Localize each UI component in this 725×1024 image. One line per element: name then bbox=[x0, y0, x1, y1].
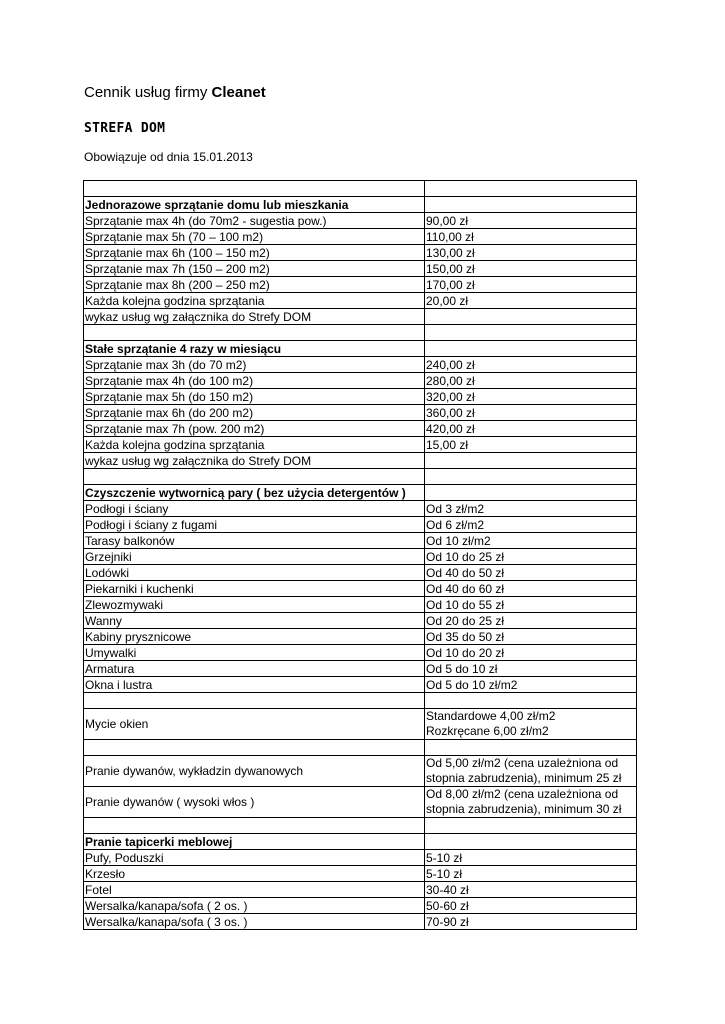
table-row bbox=[84, 501, 637, 517]
table-row bbox=[84, 421, 637, 437]
table-row bbox=[84, 661, 637, 677]
service-name: Fotel bbox=[84, 882, 425, 898]
service-name: Sprzątanie max 7h (pow. 200 m2) bbox=[84, 421, 425, 437]
service-price: Od 10 do 25 zł bbox=[425, 549, 637, 565]
table-row bbox=[84, 898, 637, 914]
spacer-row bbox=[84, 740, 637, 756]
service-price bbox=[425, 309, 637, 325]
spacer-row bbox=[84, 469, 637, 485]
section-header-row bbox=[84, 197, 637, 213]
table-row bbox=[84, 245, 637, 261]
service-name: Wersalka/kanapa/sofa ( 2 os. ) bbox=[84, 898, 425, 914]
service-name: Sprzątanie max 6h (100 – 150 m2) bbox=[84, 245, 425, 261]
table-row bbox=[84, 629, 637, 645]
table-row bbox=[84, 709, 637, 740]
service-price: Od 6 zł/m2 bbox=[425, 517, 637, 533]
service-name bbox=[84, 740, 425, 756]
service-price: Od 10 do 55 zł bbox=[425, 597, 637, 613]
service-price: 420,00 zł bbox=[425, 421, 637, 437]
service-name: Każda kolejna godzina sprzątania bbox=[84, 293, 425, 309]
service-name: Podłogi i ściany z fugami bbox=[84, 517, 425, 533]
service-name: Każda kolejna godzina sprzątania bbox=[84, 437, 425, 453]
service-price bbox=[425, 485, 637, 501]
table-row bbox=[84, 613, 637, 629]
service-name: Sprzątanie max 8h (200 – 250 m2) bbox=[84, 277, 425, 293]
service-price bbox=[425, 693, 637, 709]
table-row bbox=[84, 645, 637, 661]
table-row bbox=[84, 309, 637, 325]
service-price: Od 5 do 10 zł bbox=[425, 661, 637, 677]
service-price: 130,00 zł bbox=[425, 245, 637, 261]
service-name bbox=[84, 181, 425, 197]
service-price: Od 40 do 50 zł bbox=[425, 565, 637, 581]
service-price: 90,00 zł bbox=[425, 213, 637, 229]
service-price: Od 3 zł/m2 bbox=[425, 501, 637, 517]
table-row bbox=[84, 405, 637, 421]
price-table bbox=[83, 180, 637, 930]
service-name bbox=[84, 469, 425, 485]
service-price: Od 8,00 zł/m2 (cena uzależniona od stopnia zabrudzenia), minimum 30 zł bbox=[425, 787, 637, 818]
service-name: Piekarniki i kuchenki bbox=[84, 581, 425, 597]
table-row bbox=[84, 293, 637, 309]
spacer-row bbox=[84, 325, 637, 341]
service-name: Sprzątanie max 3h (do 70 m2) bbox=[84, 357, 425, 373]
service-price: Od 20 do 25 zł bbox=[425, 613, 637, 629]
service-name: Sprzątanie max 7h (150 – 200 m2) bbox=[84, 261, 425, 277]
table-row bbox=[84, 756, 637, 787]
zone-heading: STREFA DOM bbox=[84, 121, 166, 136]
table-row bbox=[84, 517, 637, 533]
service-name: Podłogi i ściany bbox=[84, 501, 425, 517]
service-price bbox=[425, 197, 637, 213]
service-price: Standardowe 4,00 zł/m2 Rozkręcane 6,00 zł/m2 bbox=[425, 709, 637, 740]
service-price: 50-60 zł bbox=[425, 898, 637, 914]
spacer-row bbox=[84, 818, 637, 834]
service-name: Sprzątanie max 4h (do 100 m2) bbox=[84, 373, 425, 389]
service-price: 5-10 zł bbox=[425, 866, 637, 882]
service-price: Od 5 do 10 zł/m2 bbox=[425, 677, 637, 693]
service-name: Armatura bbox=[84, 661, 425, 677]
service-name: Sprzątanie max 5h (do 150 m2) bbox=[84, 389, 425, 405]
table-row bbox=[84, 549, 637, 565]
section-header-row bbox=[84, 485, 637, 501]
service-price: 170,00 zł bbox=[425, 277, 637, 293]
company-name: Cleanet bbox=[211, 84, 266, 101]
service-name: Grzejniki bbox=[84, 549, 425, 565]
service-price: Od 10 zł/m2 bbox=[425, 533, 637, 549]
service-name: wykaz usług wg załącznika do Strefy DOM bbox=[84, 453, 425, 469]
service-price bbox=[425, 818, 637, 834]
service-price: 5-10 zł bbox=[425, 850, 637, 866]
service-name: Krzesło bbox=[84, 866, 425, 882]
table-row bbox=[84, 914, 637, 930]
service-name: Sprzątanie max 6h (do 200 m2) bbox=[84, 405, 425, 421]
service-name: Pufy, Poduszki bbox=[84, 850, 425, 866]
section-title: Jednorazowe sprzątanie domu lub mieszkania bbox=[84, 197, 425, 213]
table-row bbox=[84, 389, 637, 405]
service-price: 110,00 zł bbox=[425, 229, 637, 245]
spacer-row bbox=[84, 693, 637, 709]
service-price bbox=[425, 341, 637, 357]
table-row bbox=[84, 850, 637, 866]
spacer-row bbox=[84, 181, 637, 197]
section-title: Stałe sprzątanie 4 razy w miesiącu bbox=[84, 341, 425, 357]
service-price bbox=[425, 469, 637, 485]
service-name bbox=[84, 693, 425, 709]
section-title: Czyszczenie wytwornicą pary ( bez użycia detergentów ) bbox=[84, 485, 425, 501]
service-name: wykaz usług wg załącznika do Strefy DOM bbox=[84, 309, 425, 325]
service-price: 280,00 zł bbox=[425, 373, 637, 389]
service-price: 240,00 zł bbox=[425, 357, 637, 373]
page-title bbox=[84, 84, 266, 101]
section-title: Pranie tapicerki meblowej bbox=[84, 834, 425, 850]
service-price bbox=[425, 453, 637, 469]
table-row bbox=[84, 213, 637, 229]
service-name: Okna i lustra bbox=[84, 677, 425, 693]
service-price: Od 40 do 60 zł bbox=[425, 581, 637, 597]
service-price bbox=[425, 740, 637, 756]
service-name: Umywalki bbox=[84, 645, 425, 661]
service-name: Mycie okien bbox=[84, 709, 425, 740]
service-name: Zlewozmywaki bbox=[84, 597, 425, 613]
service-price bbox=[425, 325, 637, 341]
table-row bbox=[84, 866, 637, 882]
service-price: 150,00 zł bbox=[425, 261, 637, 277]
service-name: Sprzątanie max 5h (70 – 100 m2) bbox=[84, 229, 425, 245]
table-row bbox=[84, 533, 637, 549]
table-row bbox=[84, 677, 637, 693]
service-name bbox=[84, 325, 425, 341]
service-name: Kabiny prysznicowe bbox=[84, 629, 425, 645]
table-row bbox=[84, 565, 637, 581]
table-row bbox=[84, 597, 637, 613]
service-name: Lodówki bbox=[84, 565, 425, 581]
table-row bbox=[84, 357, 637, 373]
table-row bbox=[84, 373, 637, 389]
table-row bbox=[84, 229, 637, 245]
service-price: 320,00 zł bbox=[425, 389, 637, 405]
table-row bbox=[84, 882, 637, 898]
service-name: Pranie dywanów, wykładzin dywanowych bbox=[84, 756, 425, 787]
service-price: Od 5,00 zł/m2 (cena uzależniona od stopnia zabrudzenia), minimum 25 zł bbox=[425, 756, 637, 787]
service-price: 360,00 zł bbox=[425, 405, 637, 421]
service-name: Wanny bbox=[84, 613, 425, 629]
table-row bbox=[84, 261, 637, 277]
service-price: 15,00 zł bbox=[425, 437, 637, 453]
section-header-row bbox=[84, 341, 637, 357]
title-prefix: Cennik usług firmy bbox=[84, 84, 212, 101]
service-price: 20,00 zł bbox=[425, 293, 637, 309]
service-price bbox=[425, 834, 637, 850]
table-row bbox=[84, 437, 637, 453]
service-price bbox=[425, 181, 637, 197]
valid-from-text: Obowiązuje od dnia 15.01.2013 bbox=[84, 150, 253, 164]
service-price: 30-40 zł bbox=[425, 882, 637, 898]
service-name: Tarasy balkonów bbox=[84, 533, 425, 549]
service-name: Pranie dywanów ( wysoki włos ) bbox=[84, 787, 425, 818]
table-row bbox=[84, 581, 637, 597]
service-price: Od 10 do 20 zł bbox=[425, 645, 637, 661]
service-price: 70-90 zł bbox=[425, 914, 637, 930]
table-row bbox=[84, 787, 637, 818]
service-price: Od 35 do 50 zł bbox=[425, 629, 637, 645]
service-name bbox=[84, 818, 425, 834]
section-header-row bbox=[84, 834, 637, 850]
service-name: Sprzątanie max 4h (do 70m2 - sugestia pow.) bbox=[84, 213, 425, 229]
service-name: Wersalka/kanapa/sofa ( 3 os. ) bbox=[84, 914, 425, 930]
table-row bbox=[84, 277, 637, 293]
table-row bbox=[84, 453, 637, 469]
